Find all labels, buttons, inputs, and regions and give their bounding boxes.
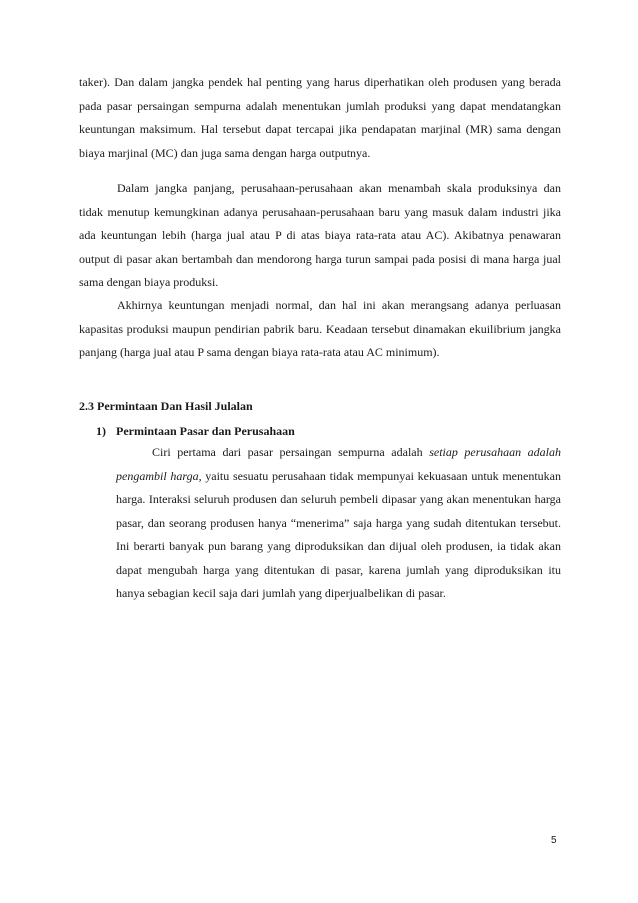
subsection-italic-phrase: setiap perusahaan adalah pengambil harga,: [116, 445, 561, 483]
page-number: 5: [551, 835, 557, 846]
subsection-text-start: Ciri pertama dari pasar persaingan sempurna adalah: [152, 445, 430, 459]
subsection-text-rest: yaitu sesuatu perusahaan tidak mempunyai kekuasaan untuk menentukan harga. Interaksi seluruh produsen dan seluruh pembeli dipasar yang akan menentukan harga pasar, dan seorang produsen hanya “menerima” saja harga yang sudah ditentukan tersebut. Ini berarti banyak pun barang yang diproduksikan dan dijual oleh produsen, ia tidak akan dapat mengubah harga yang ditentukan di pasar, karena jumlah yang diproduksikan itu hanya sebagian kecil saja dari jumlah yang diperjualbelikan di pasar.: [116, 468, 561, 600]
paragraph-short-run-profit: taker). Dan dalam jangka pendek hal penting yang harus diperhatikan oleh produsen yang berada pada pasar persaingan sempurna adalah menentukan jumlah produksi yang dapat mendatangkan keuntungan maksimum. Hal tersebut dapat tercapai jika pendapatan marjinal (MR) sama dengan biaya marjinal (MC) dan juga sama dengan harga outputnya.: [79, 75, 561, 160]
subsection-number: 1): [96, 424, 106, 438]
paragraph-long-run-entry: Dalam jangka panjang, perusahaan-perusahaan akan menambah skala produksinya dan tidak menutup kemungkinan adanya perusahaan-perusahaan baru yang masuk dalam industri jika ada keuntungan lebih (harga jual atau P di atas biaya rata-rata atau AC). Akibatnya penawaran output di pasar akan bertambah dan mendorong harga turun sampai pada posisi di mana harga jual sama dengan biaya produksi.: [79, 181, 561, 289]
subsection-paragraph: [116, 441, 561, 606]
section-heading: 2.3 Permintaan Dan Hasil Julalan: [79, 399, 253, 413]
subsection-title: Permintaan Pasar dan Perusahaan: [116, 424, 295, 438]
subsection-heading: [96, 423, 295, 439]
paragraph-long-run-equilibrium: Akhirnya keuntungan menjadi normal, dan hal ini akan merangsang adanya perluasan kapasitas produksi maupun pendirian pabrik baru. Keadaan tersebut dinamakan ekuilibrium jangka panjang (harga jual atau P sama dengan biaya rata-rata atau AC minimum).: [79, 298, 561, 359]
